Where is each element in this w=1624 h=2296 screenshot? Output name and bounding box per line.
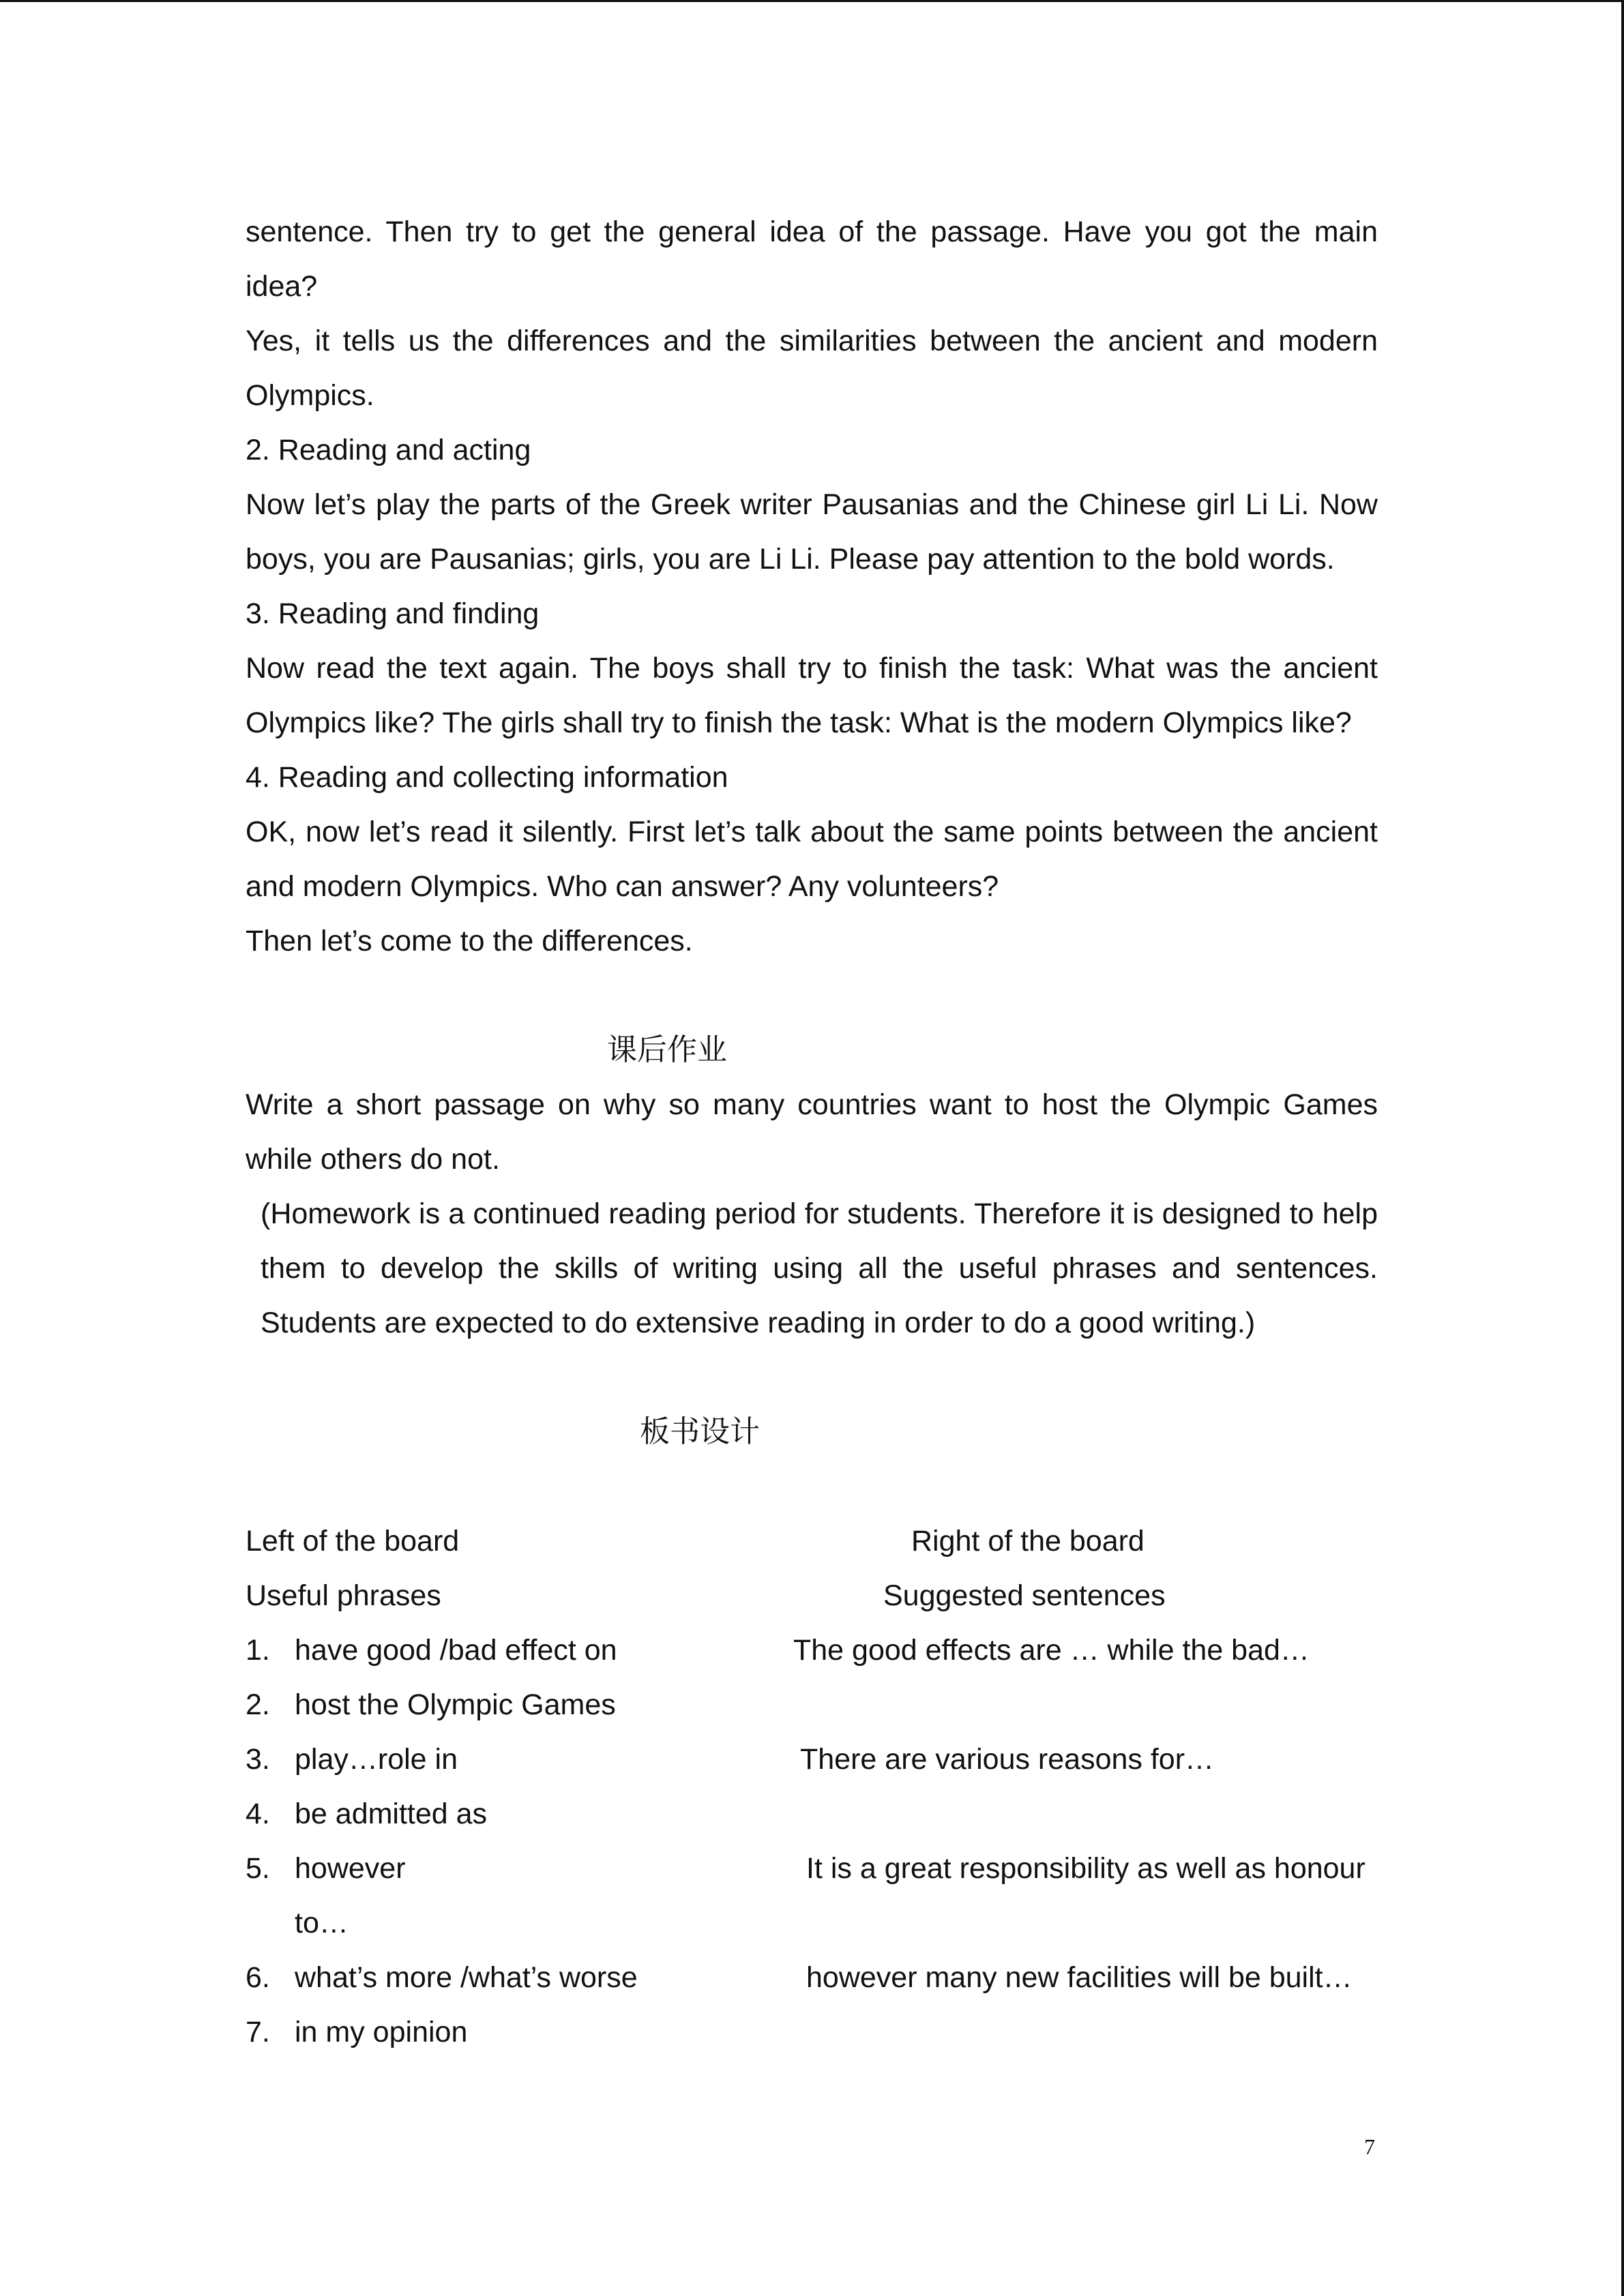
suggested-sentence: however many new facilities will be built… xyxy=(806,1961,1353,1994)
homework-task: Write a short passage on why so many countries want to host the Olympic Games while others do not. xyxy=(246,1088,1378,1176)
board-row-6 xyxy=(246,1950,1378,2005)
phrase-number: 7. xyxy=(246,2016,270,2048)
board-row-3 xyxy=(246,1732,1378,1787)
phrase-number: 4. xyxy=(246,1798,270,1830)
board-row-5 xyxy=(246,1841,1378,1896)
document-body xyxy=(246,205,1378,2059)
phrase-text: host the Olympic Games xyxy=(295,1688,616,1721)
main-idea-answer: Yes, it tells us the differences and the similarities between the ancient and modern Olympics. xyxy=(246,325,1378,412)
spacer xyxy=(246,968,1378,1023)
top-border-line xyxy=(0,0,1624,2)
phrase-number: 5. xyxy=(246,1852,270,1885)
phrase-text: be admitted as xyxy=(295,1798,488,1830)
section-heading-reading-acting: 2. Reading and acting xyxy=(246,434,531,466)
board-left-subtitle: Useful phrases xyxy=(246,1579,441,1612)
board-row-7 xyxy=(246,2005,1378,2059)
suggested-sentence: The good effects are … while the bad… xyxy=(793,1634,1310,1667)
phrase-number: 1. xyxy=(246,1634,270,1667)
board-design-heading: 板书设计 xyxy=(640,1414,760,1449)
board-title-row xyxy=(246,1514,1378,1568)
section-heading-reading-finding: 3. Reading and finding xyxy=(246,597,540,630)
phrase-number: 6. xyxy=(246,1961,270,1994)
section-body-reading-acting: Now let’s play the parts of the Greek writer Pausanias and the Chinese girl Li Li. Now boys, you are Pausanias; girls, you are Li Li. Please pay attention to the bold words. xyxy=(246,488,1378,576)
phrase-text: in my opinion xyxy=(295,2016,468,2048)
section-heading-collecting-info: 4. Reading and collecting information xyxy=(246,761,728,794)
board-left-title: Left of the board xyxy=(246,1525,460,1557)
suggested-sentence: There are various reasons for… xyxy=(800,1743,1215,1776)
phrase-number: 2. xyxy=(246,1688,270,1721)
suggested-sentence: It is a great responsibility as well as honour xyxy=(806,1852,1365,1885)
board-row-5-continued xyxy=(246,1896,1378,1950)
board-right-subtitle: Suggested sentences xyxy=(883,1579,1166,1612)
board-row-4 xyxy=(246,1787,1378,1841)
phrase-text: have good /bad effect on xyxy=(295,1634,617,1667)
section-body-collecting-info: OK, now let’s read it silently. First let’s talk about the same points between the ancient and modern Olympics. Who can answer? Any volunteers? xyxy=(246,816,1378,903)
page-number: 7 xyxy=(1364,2134,1375,2159)
homework-note: (Homework is a continued reading period for students. Therefore it is designed to help them to develop the skills of writing using all the useful phrases and sentences. Students are expected to do extensive reading in order to do a good writing.) xyxy=(261,1197,1378,1339)
spacer xyxy=(246,1350,1378,1405)
intro-paragraph: sentence. Then try to get the general idea of the passage. Have you got the main idea? xyxy=(246,215,1378,303)
board-row-1 xyxy=(246,1623,1378,1678)
phrase-text: play…role in xyxy=(295,1743,458,1776)
board-right-title: Right of the board xyxy=(911,1525,1145,1557)
spacer xyxy=(246,1459,1378,1514)
closing-line: Then let’s come to the differences. xyxy=(246,925,693,957)
phrase-number: 3. xyxy=(246,1743,270,1776)
section-body-reading-finding: Now read the text again. The boys shall try to finish the task: What was the ancient Olympics like? The girls shall try to finish the task: What is the modern Olympics like? xyxy=(246,652,1378,739)
board-subtitle-row xyxy=(246,1568,1378,1623)
phrase-text: what’s more /what’s worse xyxy=(295,1961,638,1994)
phrase-text: however xyxy=(295,1852,406,1885)
right-border-line xyxy=(1621,0,1624,2296)
homework-heading: 课后作业 xyxy=(607,1032,727,1067)
board-row-2 xyxy=(246,1678,1378,1732)
suggested-sentence-continued: to… xyxy=(295,1907,349,1939)
